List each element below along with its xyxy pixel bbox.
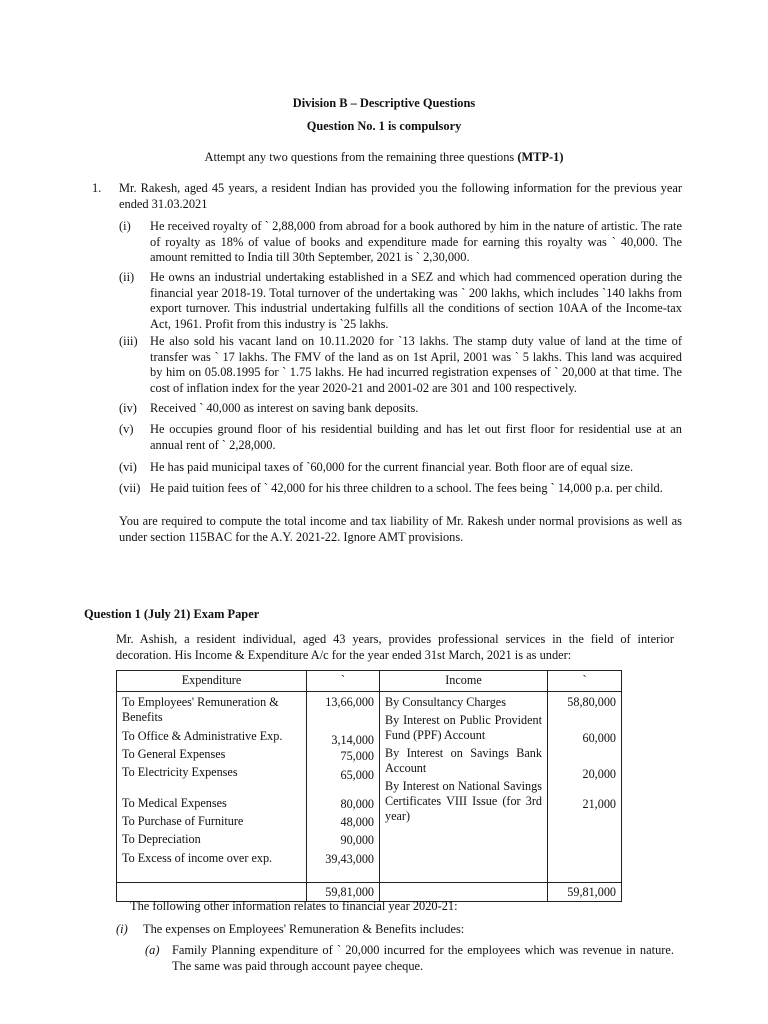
sub-label: (i) [116,922,128,936]
expenditure-amount: 80,000 [340,797,374,811]
income-item: By Consultancy Charges [385,695,506,709]
income-amount: 20,000 [582,767,616,781]
item-label: (i) [119,219,131,233]
item-label: (vii) [119,481,141,495]
compulsory-heading: Question No. 1 is compulsory [306,119,462,133]
table-header-row [117,671,622,692]
expenditure-amount: 3,14,000 [331,733,374,747]
expenditure-item: To Purchase of Furniture [122,814,244,828]
amount-header: ` [307,671,380,692]
exam-question-heading: Question 1 (July 21) Exam Paper [84,607,260,621]
income-amount: 60,000 [582,731,616,745]
expenditure-column [117,692,307,883]
expenditure-amount: 13,66,000 [325,695,374,709]
expenditure-item: To Medical Expenses [122,796,227,810]
item-text: He owns an industrial undertaking established in a SEZ and which had commenced operation during the financial year 2018-19. Total turnover of the undertaking was ` 200 lakhs, which includes `140 lakhs from export turnover. This industrial undertaking fulfills all the conditions of section 10AA of the Income-tax Act, 1961. Profit from this industry is `25 lakhs. [150,270,682,331]
expenditure-item: To Excess of income over exp. [122,851,273,865]
total-expenditure: 59,81,000 [307,883,380,902]
mtp-tag: (MTP-1) [517,150,564,164]
income-header: Income [380,671,548,692]
item-text: He occupies ground floor of his residential building and has let out first floor for residential use at an annual rent of ` 2,28,000. [150,422,682,452]
income-item: By Interest on Savings Bank Account [385,746,542,775]
amount-header: ` [548,671,622,692]
question-number: 1. [92,181,102,195]
expenditure-item: To Depreciation [122,832,201,846]
sub-item-label: (a) [145,943,160,957]
total-income: 59,81,000 [548,883,622,902]
income-amount-column [548,692,622,883]
item-label: (iii) [119,334,138,348]
item-label: (ii) [119,270,135,284]
attempt-line: Attempt any two questions from the remaining three questions (MTP-1) [204,150,564,164]
expenditure-header: Expenditure [117,671,307,692]
expenditure-item: To Electricity Expenses [122,765,238,779]
expenditure-amount: 75,000 [340,749,374,763]
expenditure-amount: 90,000 [340,833,374,847]
item-text: He received royalty of ` 2,88,000 from abroad for a book authored by him in the nature of artistic. The rate of royalty as 18% of value of books and expenditure made for earning this royalty was ` 40,000. The amount remitted to India till 30th September, 2021 is ` 2,30,000. [150,219,682,264]
expenditure-amount: 65,000 [340,768,374,782]
expenditure-item: To Employees' Remuneration & Benefits [122,695,279,724]
item-text: He has paid municipal taxes of `60,000 for the current financial year. Both floor are of equal size. [150,460,634,474]
item-text: He also sold his vacant land on 10.11.2020 for `13 lakhs. The stamp duty value of land at the time of transfer was ` 17 lakhs. The FMV of the land as on 1st April, 2001 was ` 5 lakhs. This land was acquired by him on 05.08.1995 for ` 1.75 lakhs. He had incurred registration expenses of ` 20,000 at that time. The cost of inflation index for the year 2020-21 and 2001-02 are 301 and 100 respectively. [150,334,682,395]
exam-question-intro: Mr. Ashish, a resident individual, aged 43 years, provides professional services in the field of interior decoration. His Income & Expenditure A/c for the year ended 31st March, 2021 is as under: [116,632,674,662]
item-text: He paid tuition fees of ` 42,000 for his three children to a school. The fees being ` 14,000 p.a. per child. [150,481,663,495]
income-expenditure-table [116,670,622,902]
item-label: (vi) [119,460,137,474]
question-closing: You are required to compute the total income and tax liability of Mr. Rakesh under normal provisions as well as under section 115BAC for the A.Y. 2021-22. Ignore AMT provisions. [119,514,682,544]
income-amount: 21,000 [582,797,616,811]
sub-text: The expenses on Employees' Remuneration & Benefits includes: [143,922,465,936]
expenditure-amount: 48,000 [340,815,374,829]
income-item: By Interest on National Savings Certificates VIII Issue (for 3rd year) [385,779,542,823]
expenditure-amount-column [307,692,380,883]
sub-item-text: Family Planning expenditure of ` 20,000 incurred for the employees which was revenue in nature. The same was paid through account payee cheque. [172,943,674,973]
item-text: Received ` 40,000 as interest on saving bank deposits. [150,401,419,415]
expenditure-item: To General Expenses [122,747,226,761]
question-intro: Mr. Rakesh, aged 45 years, a resident Indian has provided you the following information for the previous year ended 31.03.2021 [119,181,682,211]
income-item: By Interest on Public Provident Fund (PPF) Account [385,713,542,742]
item-label: (v) [119,422,134,436]
expenditure-amount: 39,43,000 [325,852,374,866]
income-column [380,692,548,883]
item-label: (iv) [119,401,137,415]
other-info-line: The following other information relates to financial year 2020-21: [130,899,458,913]
expenditure-item: To Office & Administrative Exp. [122,729,283,743]
income-amount: 58,80,000 [567,695,616,709]
table-body-row [117,692,622,883]
division-heading: Division B – Descriptive Questions [292,96,476,110]
